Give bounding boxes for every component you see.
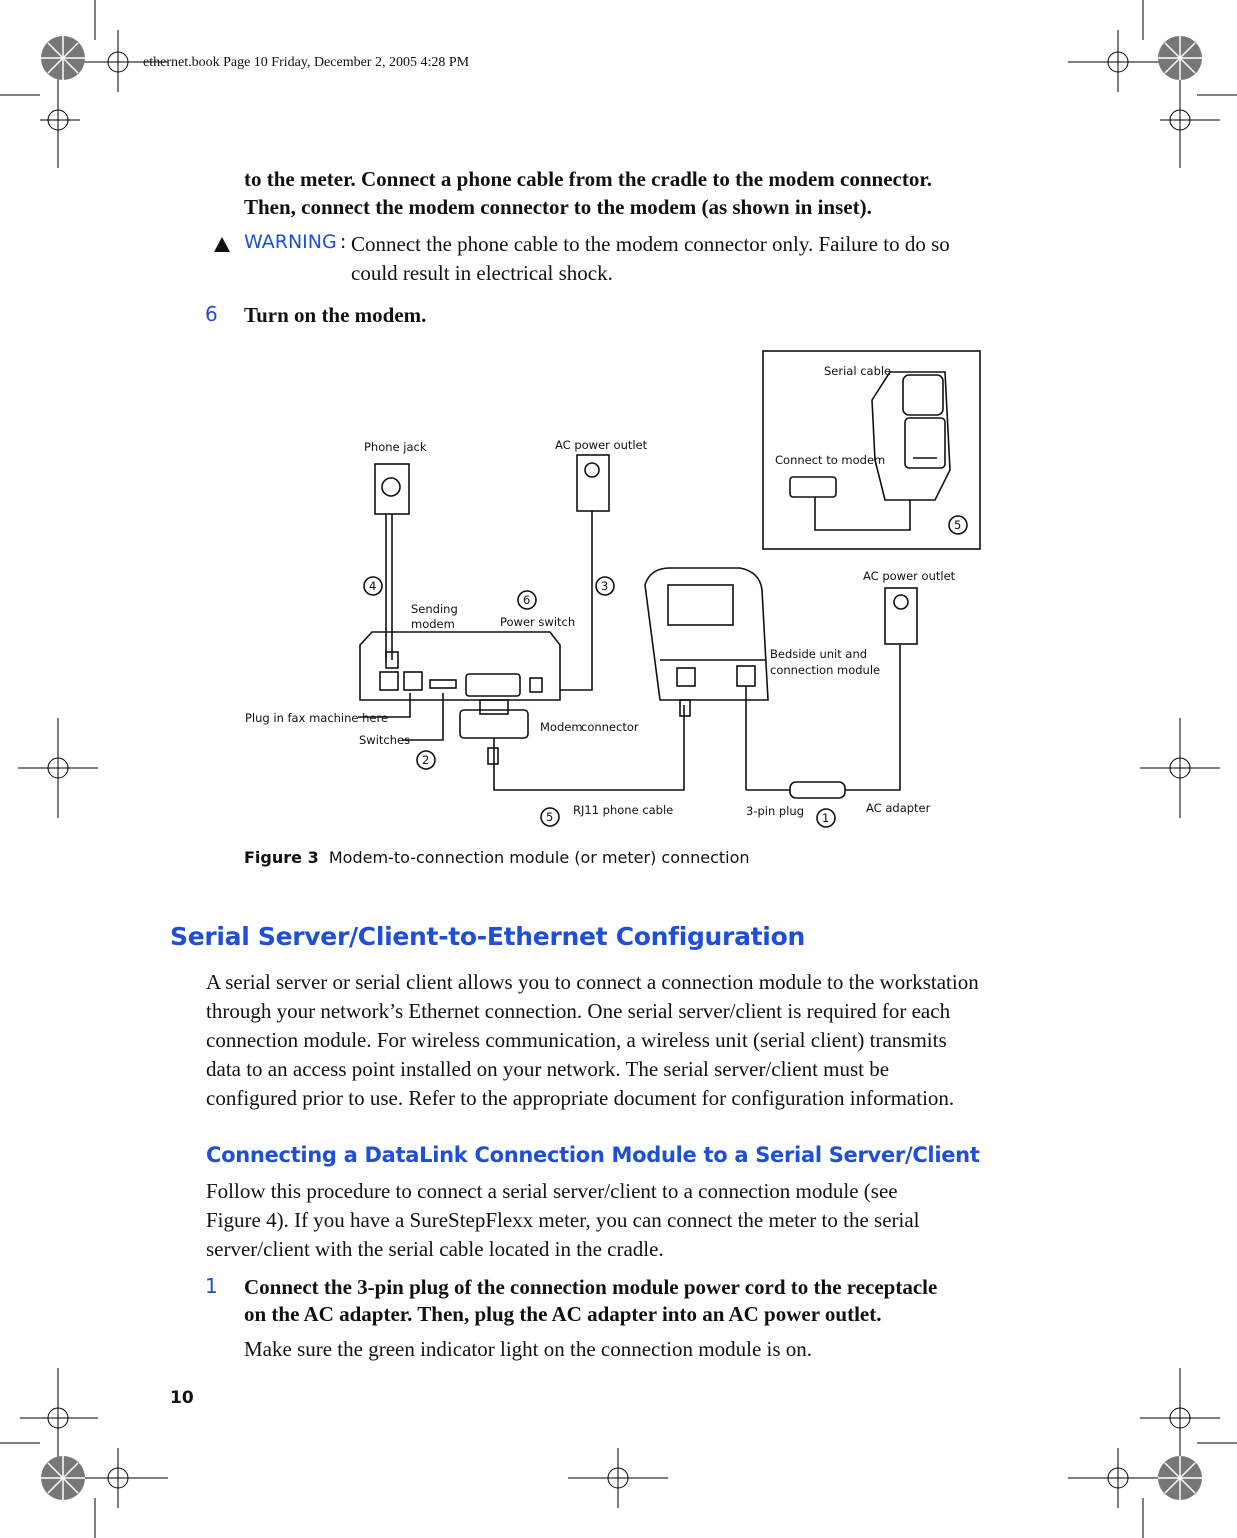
- label-modem-connector-2: connector: [581, 720, 639, 734]
- warning-line-2: could result in electrical shock.: [351, 261, 613, 285]
- subsection-para-2: Figure 4). If you have a SureStepFlexx meter, you can connect the meter to the serial: [206, 1208, 920, 1232]
- section-para-1: A serial server or serial client allows you to connect a connection module to the workstation: [206, 970, 979, 994]
- section-para-5: configured prior to use. Refer to the appropriate document for configuration information.: [206, 1086, 955, 1110]
- modem-connection-figure: [230, 340, 1000, 840]
- step-1-line-1: Connect the 3-pin plug of the connection module power cord to the receptacle: [244, 1275, 938, 1299]
- subsection-para-1: Follow this procedure to connect a serial server/client to a connection module (see: [206, 1179, 898, 1203]
- inset-box: [763, 351, 980, 549]
- figure-caption: [244, 848, 750, 867]
- section-para-3: connection module. For wireless communication, a wireless unit (serial client) transmits: [206, 1028, 947, 1052]
- triangle-warning-icon: [213, 236, 231, 254]
- step-1-note: Make sure the green indicator light on the connection module is on.: [244, 1337, 813, 1361]
- intro-line-2: Then, connect the modem connector to the modem (as shown in inset).: [244, 195, 872, 219]
- section-para-4: data to an access point installed on your network. The serial server/client must be: [206, 1057, 890, 1081]
- label-bedside-2: connection module: [770, 663, 881, 677]
- label-ac-outlet-2: AC power outlet: [863, 569, 956, 583]
- subsection-para-3: server/client with the serial cable located in the cradle.: [206, 1237, 664, 1261]
- figure-caption-label: Figure 3: [244, 848, 319, 867]
- step-6-number: 6: [205, 302, 218, 326]
- section-title: Serial Server/Client-to-Ethernet Configuration: [170, 922, 805, 951]
- label-connect-to-modem: Connect to modem: [775, 453, 886, 467]
- intro-line-1: to the meter. Connect a phone cable from the cradle to the modem connector.: [244, 167, 933, 191]
- warning-colon: :: [340, 231, 347, 253]
- step-1-line-2: on the AC adapter. Then, plug the AC adapter into an AC power outlet.: [244, 1302, 882, 1326]
- callout-4: 4: [369, 579, 377, 593]
- section-para-2: through your network’s Ethernet connection. One serial server/client is required for each: [206, 999, 951, 1023]
- subsection-title: Connecting a DataLink Connection Module to a Serial Server/Client: [206, 1143, 980, 1167]
- label-modem-connector-1: Modem: [540, 720, 583, 734]
- label-three-pin: 3-pin plug: [746, 804, 804, 818]
- label-ac-outlet-1: AC power outlet: [555, 438, 648, 452]
- label-phone-jack: Phone jack: [364, 440, 427, 454]
- label-serial-cable: Serial cable: [824, 364, 892, 378]
- page-number: 10: [170, 1388, 194, 1408]
- figure-caption-text: Modem-to-connection module (or meter) connection: [328, 848, 750, 867]
- label-sending: Sending: [411, 602, 458, 616]
- label-ac-adapter: AC adapter: [866, 801, 931, 815]
- label-power-switch: Power switch: [500, 615, 576, 629]
- warning-line-1: Connect the phone cable to the modem connector only. Failure to do so: [351, 232, 950, 256]
- callout-5: 5: [546, 810, 554, 824]
- label-switches: Switches: [359, 733, 411, 747]
- callout-2: 2: [422, 753, 430, 767]
- label-modem: modem: [411, 617, 455, 631]
- label-plug-fax: Plug in fax machine here: [245, 711, 389, 725]
- label-bedside-1: Bedside unit and: [770, 647, 868, 661]
- step-6-text: Turn on the modem.: [244, 303, 427, 327]
- label-inset-num: 5: [954, 518, 962, 532]
- callout-3: 3: [601, 579, 609, 593]
- label-rj11: RJ11 phone cable: [573, 803, 674, 817]
- callout-6: 6: [523, 593, 531, 607]
- callout-1: 1: [822, 811, 830, 825]
- running-head: ethernet.book Page 10 Friday, December 2, 2005 4:28 PM: [143, 55, 470, 70]
- warning-label: WARNING: [244, 231, 337, 253]
- step-1-number: 1: [205, 1274, 218, 1298]
